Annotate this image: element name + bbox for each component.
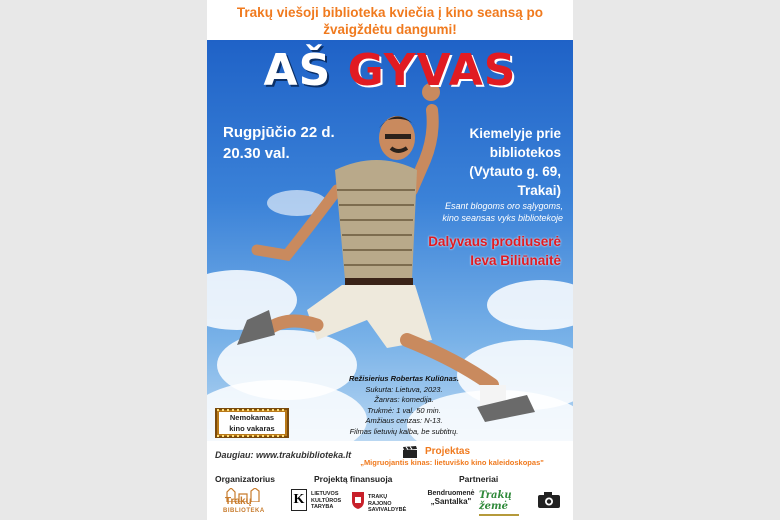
credit-line: Žanras: komedija. (374, 395, 434, 404)
trakai-logo-line1: Trakų (225, 496, 252, 507)
weather-line: Esant blogoms oro sąlygoms, (444, 201, 563, 211)
weather-line: kino seansas vyks bibliotekoje (442, 213, 563, 223)
marquee-line: Nemokamas (229, 413, 275, 422)
credit-line: Trukmė: 1 val. 50 min. (367, 405, 441, 415)
event-date: Rugpjūčio 22 d. (223, 124, 335, 141)
k-letter-icon: K (291, 489, 307, 511)
director: Režisierius Robertas Kuliūnas. (348, 374, 460, 383)
project-name: „Migruojantis kinas: lietuviško kino kaleidoskopas" (360, 458, 544, 467)
film-credits (329, 374, 479, 437)
movie-title-part2: GYVAS (347, 45, 517, 96)
event-date-time (223, 122, 335, 164)
santalka-line2: „Santalka" (430, 497, 472, 506)
poster (207, 0, 573, 520)
trakuzeme-underline (479, 514, 519, 516)
project-label: Projektas (425, 446, 471, 457)
movie-title-part1: AŠ (263, 45, 332, 96)
invite-line-2: žvaigždėtu dangumi! (323, 22, 457, 37)
movie-title (207, 45, 573, 96)
santalka-logo (421, 490, 481, 514)
producer-line: Ieva Biliūnaitė (470, 253, 561, 268)
invite-text (207, 4, 573, 38)
place-line: bibliotekos (489, 145, 561, 160)
clapperboard-icon (403, 446, 417, 458)
ltkt-text (311, 491, 341, 511)
ltkt-line: KULTŪROS (311, 497, 342, 504)
credit-line: Filmas lietuvių kalba, be subtitrų. (349, 426, 459, 436)
municipality-logo (351, 489, 411, 513)
savivaldybe-line: SAVIVALDYBĖ (368, 507, 407, 513)
invite-line-1: Trakų viešoji biblioteka kviečia į kino seansą po (236, 5, 544, 20)
organizer-header: Organizatorius (215, 474, 275, 484)
event-time: 20.30 val. (223, 145, 290, 162)
coat-of-arms-icon (351, 491, 365, 509)
ltkt-line: LIETUVOS (311, 491, 339, 497)
culture-council-logo (291, 489, 351, 513)
place-line: Trakai) (517, 183, 561, 198)
trakai-land-logo (479, 490, 527, 512)
credit-line: Amžiaus cenzas: N-13. (365, 416, 443, 425)
poster-photo (207, 40, 573, 441)
marquee-text (219, 412, 285, 434)
trakai-library-logo (221, 488, 271, 516)
ltkt-line: TARYBA (311, 504, 334, 510)
producer-note (361, 232, 561, 270)
marquee-lights (217, 435, 287, 437)
camera-icon (537, 491, 561, 509)
partners-header: Partneriai (459, 474, 499, 484)
place-line: (Vytauto g. 69, (469, 164, 561, 179)
marquee-lights (217, 409, 287, 411)
place-line: Kiemelyje prie (469, 126, 561, 141)
marquee-line: kino vakaras (229, 424, 275, 433)
trakai-logo-line2: BIBLIOTEKA (223, 508, 265, 514)
event-place (401, 124, 561, 200)
trakuzeme-text: Trakų žemė (479, 490, 512, 512)
weather-note (363, 200, 563, 224)
funder-header: Projektą finansuoja (314, 474, 393, 484)
savivaldybe-line: TRAKŲ RAJONO (368, 494, 392, 507)
credit-line: Sukurta: Lietuva, 2023. (365, 384, 443, 394)
website-link[interactable]: Daugiau: www.trakubiblioteka.lt (215, 450, 352, 460)
free-screening-marquee (215, 408, 289, 438)
producer-line: Dalyvaus prodiuserė (428, 234, 561, 249)
santalka-line1: Bendruomenė (427, 490, 475, 497)
savivaldybe-text (368, 494, 411, 514)
